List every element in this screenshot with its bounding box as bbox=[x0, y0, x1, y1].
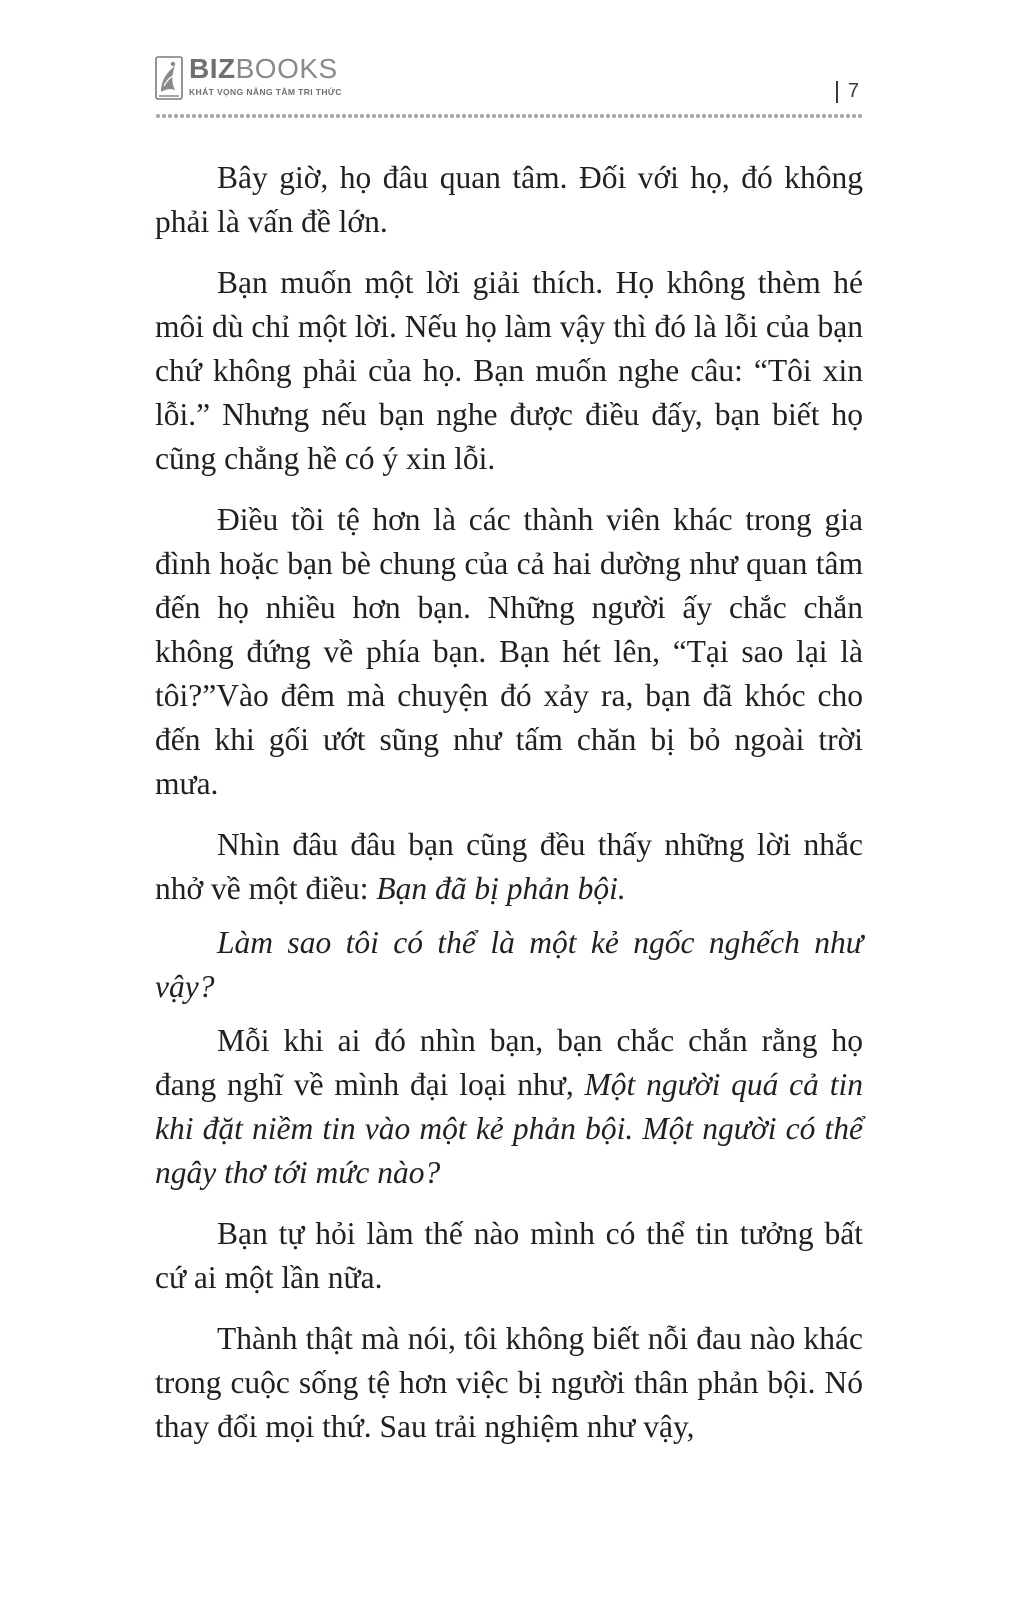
brand-name-books: BOOKS bbox=[235, 53, 338, 84]
brand-name-biz: BIZ bbox=[189, 53, 236, 84]
brand-tagline: KHÁT VỌNG NÂNG TẦM TRI THỨC bbox=[189, 87, 342, 97]
page-number-value: 7 bbox=[847, 80, 859, 102]
publisher-logo bbox=[155, 54, 342, 104]
page-number-divider bbox=[836, 81, 838, 103]
paragraph-7: Bạn tự hỏi làm thế nào mình có thể tin tưởng bất cứ ai một lần nữa. bbox=[155, 1216, 863, 1295]
paragraph-6-text: Mỗi khi ai đó nhìn bạn, bạn chắc chắn rằng họ đang nghĩ về mình đại loại như, bbox=[155, 1023, 863, 1102]
page-number bbox=[836, 80, 859, 103]
paragraph-6-italic: Một người quá cả tin khi đặt niềm tin vào một kẻ phản bội. Một người có thể ngây thơ tới mức nào? bbox=[155, 1067, 863, 1190]
header-dotted-rule bbox=[155, 113, 863, 119]
biz-books-logo-icon bbox=[155, 56, 183, 100]
page-header bbox=[155, 54, 863, 124]
paragraph-5-italic: Làm sao tôi có thể là một kẻ ngốc nghếch như vậy? bbox=[155, 925, 863, 1004]
paragraph-4-italic: Bạn đã bị phản bội. bbox=[376, 871, 626, 906]
paragraph-8: Thành thật mà nói, tôi không biết nỗi đau nào khác trong cuộc sống tệ hơn việc bị người thân phản bội. Nó thay đổi mọi thứ. Sau trải nghiệm như vậy, bbox=[155, 1321, 863, 1444]
paragraph-4-text: Nhìn đâu đâu bạn cũng đều thấy những lời nhắc nhở về một điều: bbox=[155, 827, 863, 906]
page-body bbox=[155, 156, 863, 1466]
paragraph-6 bbox=[155, 1019, 863, 1195]
paragraph-1: Bây giờ, họ đâu quan tâm. Đối với họ, đó không phải là vấn đề lớn. bbox=[155, 160, 863, 239]
paragraph-3: Điều tồi tệ hơn là các thành viên khác trong gia đình hoặc bạn bè chung của cả hai dường như quan tâm đến họ nhiều hơn bạn. Những người ấy chắc chắn không đứng về phía bạn. Bạn hét lên, “Tại sao lại là tôi?”Vào đêm mà chuyện đó xảy ra, bạn đã khóc cho đến khi gối ướt sũng như tấm chăn bị bỏ ngoài trời mưa. bbox=[155, 502, 863, 801]
paragraph-4 bbox=[155, 823, 863, 911]
paragraph-2: Bạn muốn một lời giải thích. Họ không thèm hé môi dù chỉ một lời. Nếu họ làm vậy thì đó là lỗi của bạn chứ không phải của họ. Bạn muốn nghe câu: “Tôi xin lỗi.” Nhưng nếu bạn nghe được điều đấy, bạn biết họ cũng chẳng hề có ý xin lỗi. bbox=[155, 265, 863, 476]
brand-name bbox=[189, 54, 342, 84]
